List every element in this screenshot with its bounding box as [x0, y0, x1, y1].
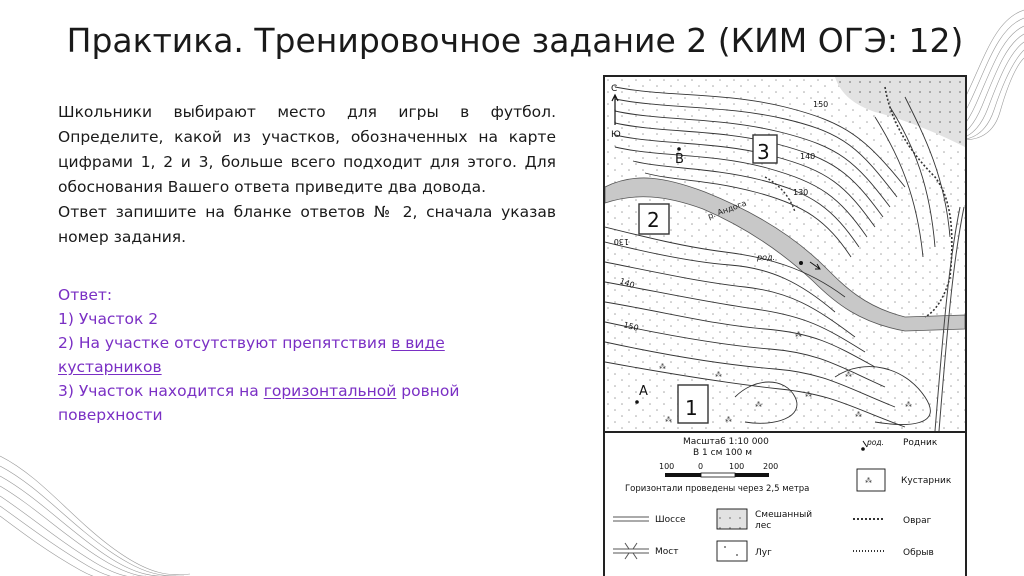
slide-title: Практика. Тренировочное задание 2 (КИМ ОГЭ: 12)	[66, 21, 964, 60]
highway-legend-label: Шоссе	[655, 515, 686, 525]
ravine-legend-label: Овраг	[903, 516, 932, 526]
svg-text:⁂: ⁂	[715, 371, 722, 379]
svg-text:⁂: ⁂	[659, 363, 666, 371]
plot-1-label: 1	[685, 396, 698, 420]
scale-tick-1: 100	[659, 462, 675, 471]
spring-legend-label: Родник	[903, 438, 938, 448]
river-label: р. Андога	[706, 198, 748, 221]
point-b-label: В	[675, 152, 684, 167]
map-drawing	[605, 77, 965, 431]
answer-item-3-underlined: горизонтальной	[263, 382, 397, 400]
answer-item-1: 1) Участок 2	[58, 310, 159, 328]
contour-label-140: 140	[800, 152, 816, 161]
svg-text:⁂: ⁂	[845, 371, 852, 379]
spring-label: род.	[757, 253, 776, 262]
contour-interval-note: Горизонтали проведены через 2,5 метра	[625, 484, 810, 494]
svg-text:⁂: ⁂	[725, 416, 732, 424]
forest-legend-icon	[717, 509, 747, 529]
scale-tick-3: 100	[729, 462, 745, 471]
forest-legend-label-2: лес	[755, 521, 772, 531]
scale-tick-4: 200	[763, 462, 779, 471]
point-b-marker	[677, 147, 681, 151]
shrub-legend-label: Кустарник	[901, 476, 952, 486]
meadow-legend-label: Луг	[755, 548, 772, 558]
cliff-legend-label: Обрыв	[903, 548, 934, 558]
svg-text:⁂: ⁂	[795, 331, 802, 339]
shrub-legend-mark: ⁂	[865, 477, 872, 485]
contour-label-130-left: 130	[613, 237, 629, 246]
answer-item-2-text: 2) На участке отсутствуют препятствия	[58, 334, 392, 352]
topographic-map	[603, 75, 967, 433]
spring-marker	[799, 261, 803, 265]
spring-legend-dot	[861, 447, 865, 451]
decorative-waves-bottom-left	[0, 436, 190, 576]
answer-item-3-text: 3) Участок находится на	[58, 382, 264, 400]
svg-text:⁂: ⁂	[855, 411, 862, 419]
answer-item-3-suffix: ровной поверхности	[58, 382, 460, 424]
svg-text:⁂: ⁂	[805, 391, 812, 399]
highway-legend-icon	[613, 517, 649, 521]
svg-text:⁂: ⁂	[905, 401, 912, 409]
svg-text:⁂: ⁂	[665, 416, 672, 424]
north-label: С	[611, 84, 618, 94]
scale-bar	[665, 473, 769, 477]
scale-tick-2: 0	[698, 462, 704, 471]
task-text	[58, 100, 556, 250]
legend-drawing	[605, 433, 965, 576]
answer-item-2-underlined: в виде кустарников	[58, 334, 445, 376]
meadow-legend-icon	[717, 541, 747, 561]
point-a-label: А	[639, 384, 648, 399]
answer-heading: Ответ:	[58, 286, 113, 304]
contour-label-130: 130	[793, 188, 809, 197]
point-a-marker	[635, 400, 639, 404]
task-paragraph-1: Школьники выбирают место для игры в футбол. Определите, какой из участков, обозначенных на карте цифрами 1, 2 и 3, больше всего подходит для этого. Для обоснования Вашего ответа приведите два довода.	[58, 103, 556, 196]
south-label: Ю	[611, 130, 621, 140]
contour-label-150-left: 150	[622, 320, 640, 333]
bridge-legend-icon	[613, 543, 649, 559]
bridge-legend-label: Мост	[655, 547, 679, 557]
svg-text:⁂: ⁂	[755, 401, 762, 409]
scale-title: Масштаб 1:10 000	[683, 437, 769, 447]
spring-legend-symbol: род.	[867, 438, 884, 447]
answer-item-3	[58, 379, 528, 427]
plot-3-label: 3	[757, 140, 770, 164]
answer-item-2	[58, 331, 528, 379]
map-legend	[603, 433, 967, 576]
forest-legend-label-1: Смешанный	[755, 510, 813, 520]
task-paragraph-2: Ответ запишите на бланке ответов № 2, сначала указав номер задания.	[58, 203, 556, 246]
plot-2-label: 2	[647, 208, 660, 232]
contour-label-150: 150	[813, 100, 829, 109]
scale-subtitle: В 1 см 100 м	[693, 448, 753, 458]
answer-block	[58, 283, 528, 427]
contour-label-140-left: 140	[618, 276, 636, 291]
